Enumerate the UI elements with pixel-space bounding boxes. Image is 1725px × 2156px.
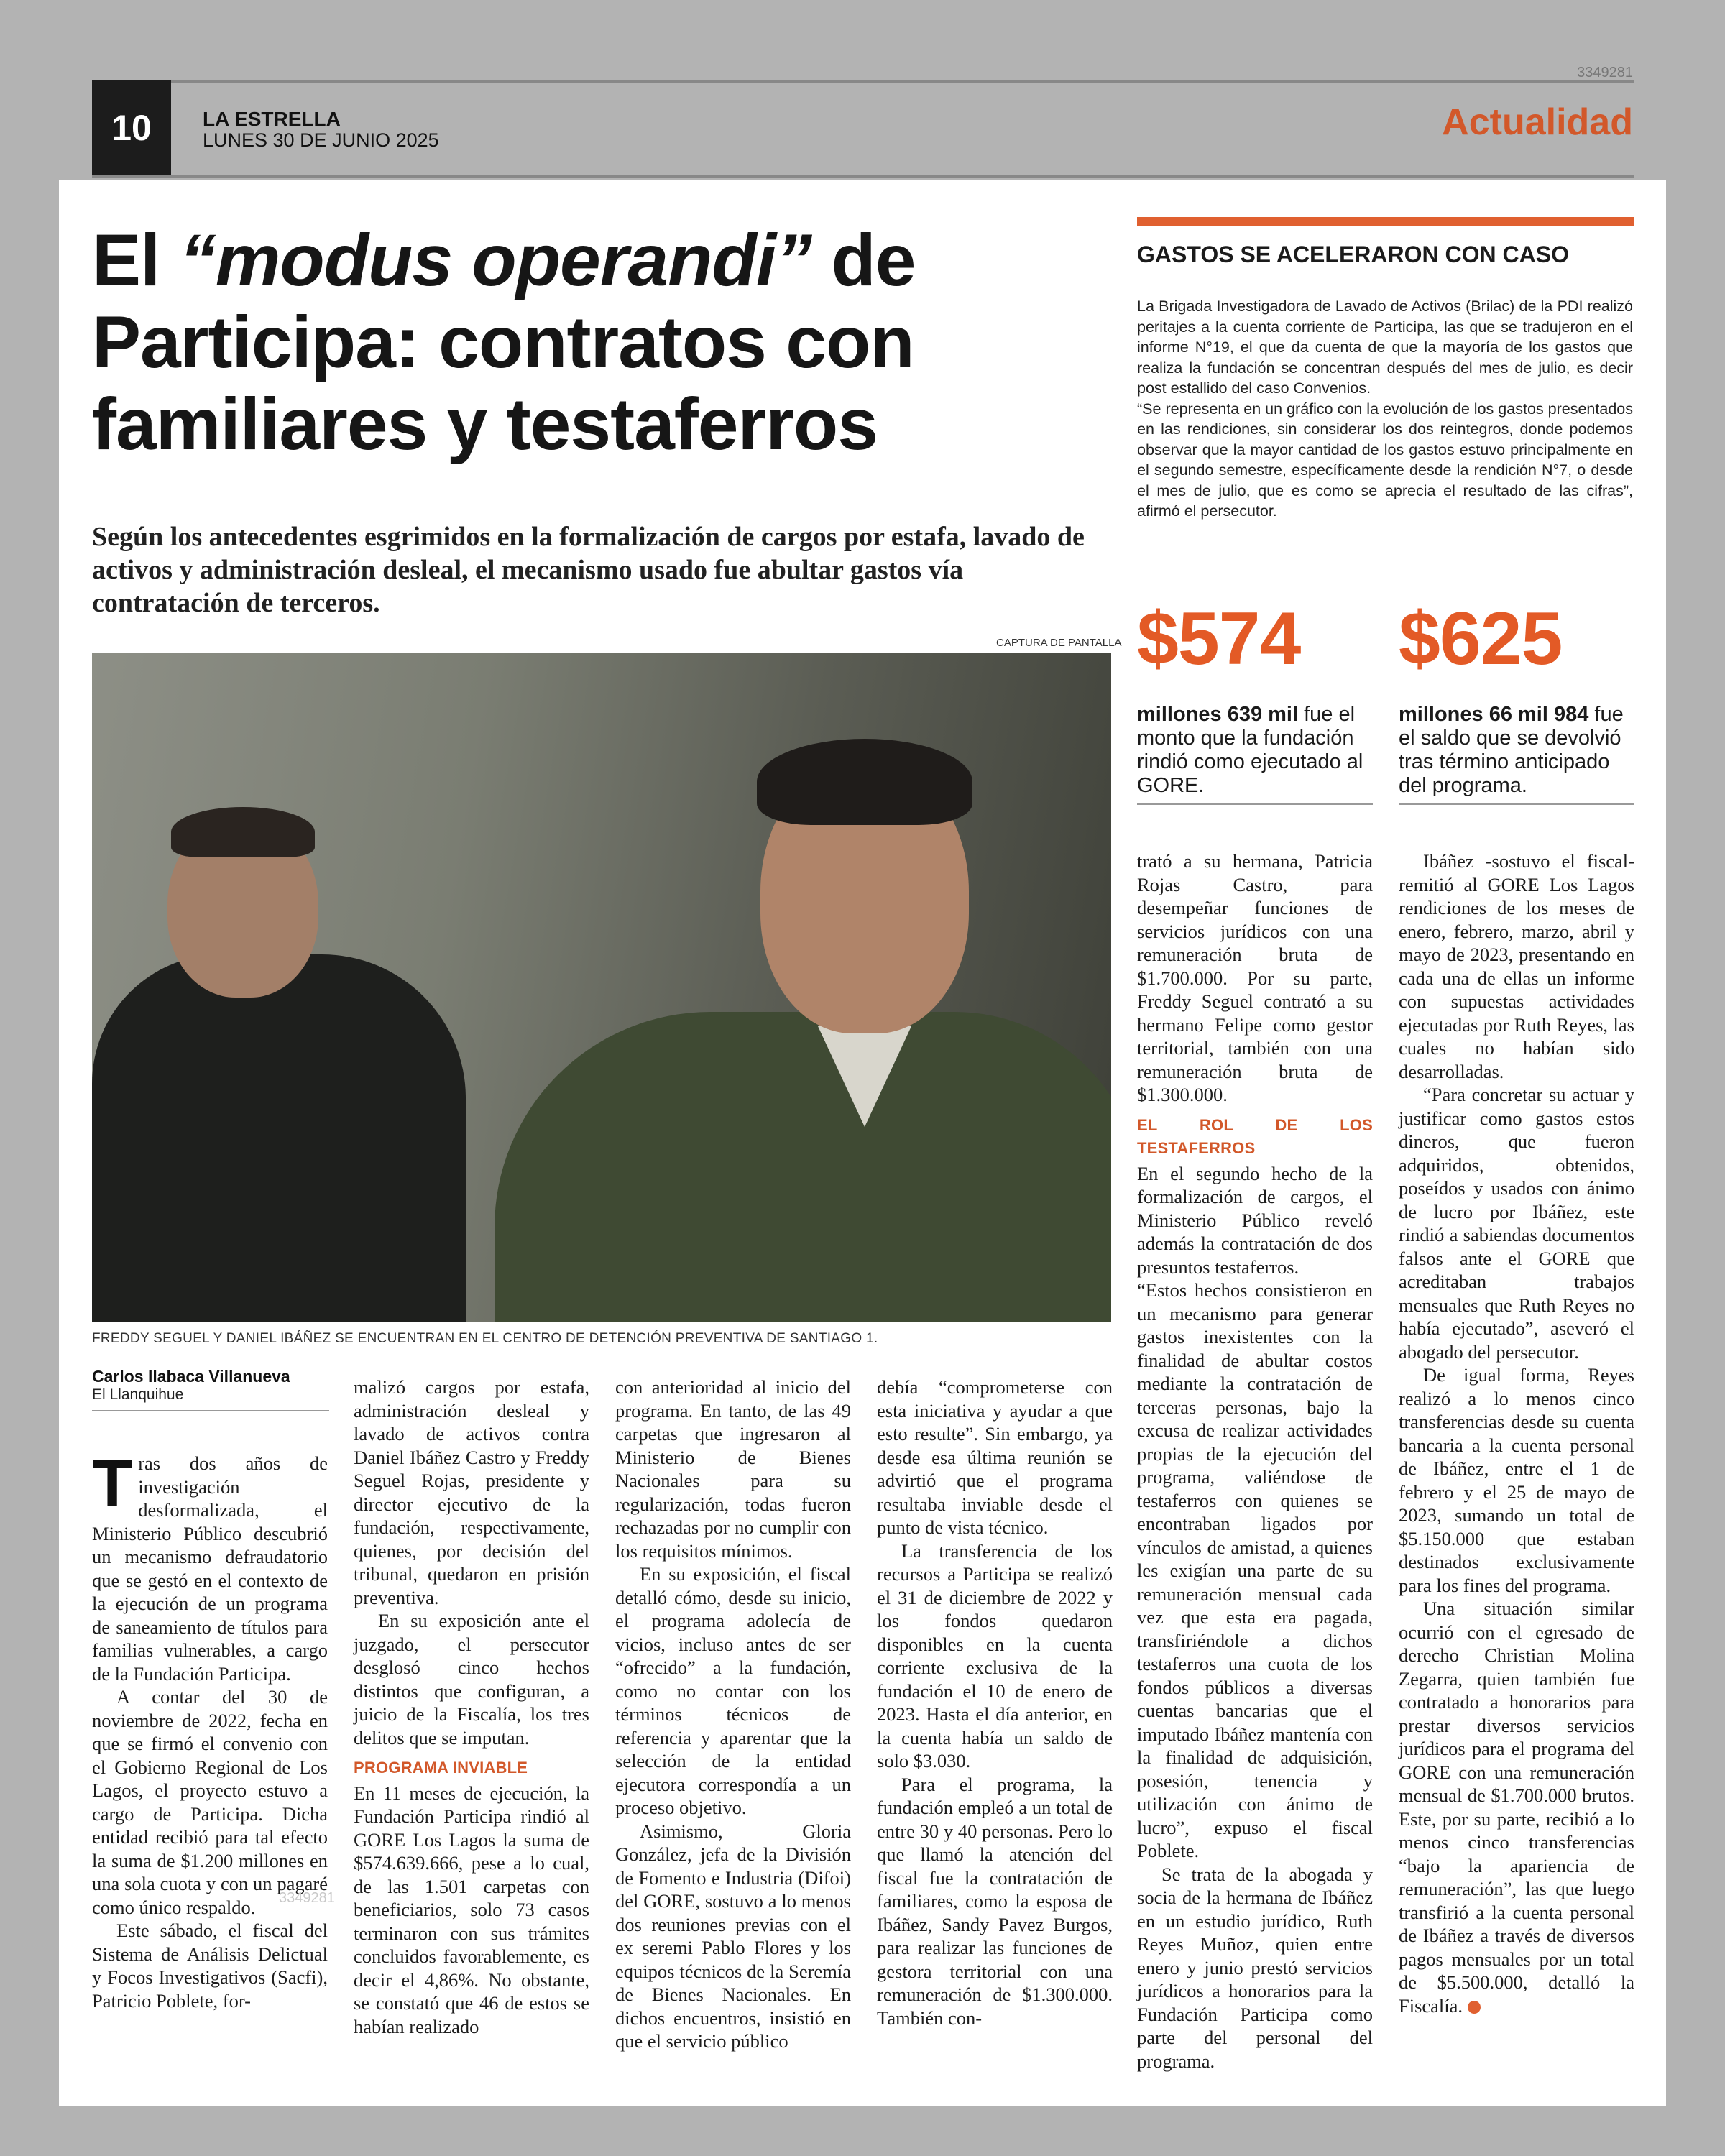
section-label: Actualidad — [1442, 101, 1633, 143]
figure-574-rule — [1137, 803, 1373, 805]
sidebar-rule — [1137, 217, 1634, 226]
sidebar-paragraph: La Brigada Investigadora de Lavado de Activos (Brilac) de la PDI realizó peritajes a la cuenta corriente de Participa, las que se tradujeron en el informe N°19, el que da cuenta de que la mayoría de los gastos que realiza la fundación se concentran después del mes de julio, es decir post estallido del caso Convenios. — [1137, 298, 1633, 397]
sidebar-paragraph: “Se representa en un gráfico con la evolución de los gastos presentados en las rendiciones, sin considerar los dos reintegros, donde podemos observar que la mayor cantidad de los gastos estuvo principalmente en el segundo semestre, específicamente desde la rendición N°7, o desde el mes de julio, que es como se aprecia el resultado de las cifras”, afirmó el persecutor. — [1137, 400, 1633, 520]
figure-574-bold: millones 639 mil — [1137, 703, 1299, 726]
header-top-rule — [92, 80, 1634, 83]
paragraph: Se trata de la abogada y socia de la hermana de Ibáñez en un estudio jurídico, Ruth Reyes Muñoz, quien entre enero y junio prestó servicios jurídicos a honorarios para la Fundación Participa como parte del personal del programa. — [1137, 1863, 1373, 2072]
article-photo — [92, 653, 1111, 1322]
end-mark-icon — [1468, 2001, 1481, 2014]
page-number: 10 — [92, 80, 171, 175]
paragraph: La transferencia de los recursos a Participa se realizó el 31 de diciembre de 2022 y los fondos quedaron disponibles en la cuenta corriente exclusiva de la fundación el 10 de enero de 2023. Hasta el día anterior, en la cuenta había un saldo de solo $3.030. — [877, 1539, 1113, 1772]
figure-574-desc: fue el monto que la fundación rindió como ejecutado al GORE. — [1137, 703, 1363, 797]
publication-date: LUNES 30 DE JUNIO 2025 — [203, 129, 439, 151]
paragraph: Asimismo, Gloria González, jefa de la División de Fomento e Industria (Difoi) del GORE, sostuvo a lo menos dos reuniones previas con el ex seremi Pablo Flores y los equipos técnicos de la Seremía de Bienes Nacionales. En dichos encuentros, insistió en que el servicio público — [615, 1820, 851, 2052]
paragraph — [1399, 1597, 1634, 2017]
byline — [92, 1367, 336, 1404]
column-5 — [1137, 849, 1373, 2073]
dropcap: T — [92, 1447, 133, 1520]
author-name: Carlos Ilabaca Villanueva — [92, 1367, 290, 1386]
paragraph: A contar del 30 de noviembre de 2022, fecha en que se firmó el convenio con el Gobierno Regional de Los Lagos, el proyecto estuvo a cargo de Participa. Dicha entidad recibió para tal efecto la suma de $1.200 millones en una sola cuota y con un pagaré como único respaldo. — [92, 1686, 328, 1918]
figure-625-rule — [1399, 803, 1634, 805]
figure-625-bold: millones 66 mil 984 — [1399, 703, 1589, 726]
subhead-rol-testaferros: EL ROL DE LOS TESTAFERROS — [1137, 1115, 1373, 1157]
paragraph-text: Una situación similar ocurrió con el egresado de derecho Christian Molina Zegarra, quien también fue contratado a honorarios para prestar diversos servicios jurídicos para el programa del GORE con una remuneración mensual de $1.700.000 brutos. Este, por su parte, recibió a lo menos cinco transferencias “bajo la apariencia de remuneración”, las que luego transfirió a la cuenta personal de Ibáñez a través de diversos pagos mensuales por un total de $5.500.000, detalló la Fiscalía. — [1399, 1598, 1634, 2017]
headline-pre: El — [92, 219, 180, 301]
deck: Según los antecedentes esgrimidos en la formalización de cargos por estafa, lavado de activos y administración desleal, el mecanismo usado fue abultar gastos vía contratación de terceros. — [92, 522, 1085, 618]
paragraph: Ibáñez -sostuvo el fiscal- remitió al GORE Los Lagos rendiciones de los meses de enero, febrero, marzo, abril y mayo de 2023, presentando en cada una de ellas un informe con supuestas actividades ejecutadas por Ruth Reyes, las cuales no habían sido desarrolladas. — [1399, 850, 1634, 1082]
top-band — [59, 0, 1666, 180]
sidebar-title: GASTOS SE ACELERARON CON CASO — [1137, 241, 1569, 267]
page-id: 3349281 — [1577, 65, 1633, 80]
figure-574-text — [1137, 703, 1374, 798]
paragraph: con anterioridad al inicio del programa. En tanto, de las 49 carpetas que ingresaron al Ministerio de Bienes Nacionales para su regularización, todas fueron rechazadas por no cumplir con los requisitos mínimos. — [615, 1376, 851, 1562]
paragraph: debía “comprometerse con esta iniciativa y ayudar a que esto resulte”. Sin embargo, ya desde esa última reunión se advirtió que el programa resultaba inviable desde el punto de vista técnico. — [877, 1376, 1113, 1538]
figure-574: $574 — [1137, 597, 1301, 681]
column-3 — [615, 1376, 851, 2053]
paragraph: malizó cargos por estafa, administración desleal y lavado de activos contra Daniel Ibáñez Castro y Freddy Seguel Rojas, presidente y director ejecutivo de la fundación, respectivamente, quienes, por decisión del tribunal, quedaron en prisión preventiva. — [354, 1376, 589, 1608]
author-org: El Llanquihue — [92, 1386, 184, 1403]
photo-caption: FREDDY SEGUEL Y DANIEL IBÁÑEZ SE ENCUENTRAN EN EL CENTRO DE DETENCIÓN PREVENTIVA DE SANTIAGO 1. — [92, 1331, 878, 1346]
paragraph: En el segundo hecho de la formalización de cargos, el Ministerio Público reveló además la contratación de dos presuntos testaferros. — [1137, 1162, 1373, 1278]
paragraph: Para el programa, la fundación empleó a un total de entre 30 y 40 personas. Pero lo que llamó la atención del fiscal fue la contratación de familiares, como la esposa de Ibáñez, Sandy Pavez Burgos, para realizar las funciones de gestora territorial con una remuneración de $1.300.000. También con- — [877, 1773, 1113, 2029]
person-left-hair — [171, 807, 315, 857]
sidebar-body — [1137, 296, 1633, 522]
paragraph: De igual forma, Reyes realizó a lo menos cinco transferencias desde su cuenta bancaria a la cuenta personal de Ibáñez, entre el 1 de febrero y el 25 de mayo de 2023, sumando un total de $5.150.000 que estaban destinados exclusivamente para los fines del programa. — [1399, 1364, 1634, 1596]
person-right-hair — [757, 739, 972, 825]
paragraph: En 11 meses de ejecución, la Fundación Participa rindió al GORE Los Lagos la suma de $574.639.666, pese a lo cual, de las 1.501 carpetas con beneficiarios, solo 73 casos terminaron con sus trámites concluidos favorablemente, es decir el 4,86%. No obstante, se constató que 46 de estos se habían realizado — [354, 1782, 589, 2037]
figure-625: $625 — [1399, 597, 1563, 681]
paragraph: En su exposición, el fiscal detalló cómo, desde su inicio, el programa adolecía de vicios, incluso antes de ser “ofrecido” a la fundación, como no contar con los términos técnicos de referencia y aparentar que la selección de la entidad ejecutora correspondía a un proceso objetivo. — [615, 1563, 851, 1818]
paragraph — [92, 1447, 328, 1685]
column-6 — [1399, 849, 1634, 2017]
photo-credit: CAPTURA DE PANTALLA — [996, 637, 1122, 649]
headline-italic: “modus operandi” — [179, 219, 812, 301]
subhead-programa-inviable: PROGRAMA INVIABLE — [354, 1759, 528, 1777]
person-left-body — [92, 954, 466, 1322]
headline-post: de Participa: contratos con familiares y testaferros — [92, 219, 916, 465]
paragraph: En su exposición ante el juzgado, el persecutor desglosó cinco hechos distintos que configuran, a juicio de la Fiscalía, los tres delitos que se imputan. — [354, 1610, 589, 1749]
paragraph: “Estos hechos consistieron en un mecanismo para generar gastos inexistentes con la finalidad de abultar costos mediante la contratación de terceras personas, bajo la excusa de realizar actividades propias de la ejecución del programa, valiéndose de testaferros con quienes se encontraban ligados por vínculos de amistad, a quienes les exigían una parte de su remuneración mensual cada vez que esta era pagada, transfiriéndole a dichos testaferros una cuota de los fondos públicos a diversas cuentas bancarias que el imputado Ibáñez mantenía con la finalidad de adquisición, posesión, tenencia y utilización con ánimo de lucro”, expuso el fiscal Poblete. — [1137, 1279, 1373, 1861]
paragraph-text: ras dos años de investigación desformalizada, el Ministerio Público descubrió un mecanismo defraudatorio que se gestó en el contexto de la ejecución de un programa de saneamiento de títulos para familias vulnerables, a cargo de la Fundación Participa. — [92, 1452, 328, 1685]
paragraph: Este sábado, el fiscal del Sistema de Análisis Delictual y Focos Investigativos (Sacfi), Patricio Poblete, for- — [92, 1920, 328, 2012]
paragraph: trató a su hermana, Patricia Rojas Castro, para desempeñar funciones de servicios jurídicos con una remuneración bruta de $1.700.000. Por su parte, Freddy Seguel contrató a su hermano Felipe como gestor territorial, también con una remuneración bruta de $1.300.000. — [1137, 850, 1373, 1105]
publication-name: LA ESTRELLA — [203, 108, 341, 130]
headline — [92, 219, 1120, 465]
column-2 — [354, 1376, 589, 2038]
figure-625-text — [1399, 703, 1636, 798]
figure-625-desc: fue el saldo que se devolvió tras término anticipado del programa. — [1399, 703, 1624, 797]
person-right-body — [494, 1012, 1111, 1322]
column-4 — [877, 1376, 1113, 2030]
header-bottom-rule — [92, 175, 1634, 178]
byline-rule — [92, 1410, 329, 1411]
column-1 — [92, 1447, 328, 2012]
paragraph: “Para concretar su actuar y justificar como gastos estos dineros, que fueron adquiridos, obtenidos, poseídos y usados con ánimo de lucro por Ibáñez, este rindió a sabiendas documentos falsos ante el GORE que acreditaban trabajos mensuales que Ruth Reyes no había ejecutado”, aseveró el abogado del persecutor. — [1399, 1084, 1634, 1363]
watermark: 3349281 — [279, 1890, 335, 1906]
